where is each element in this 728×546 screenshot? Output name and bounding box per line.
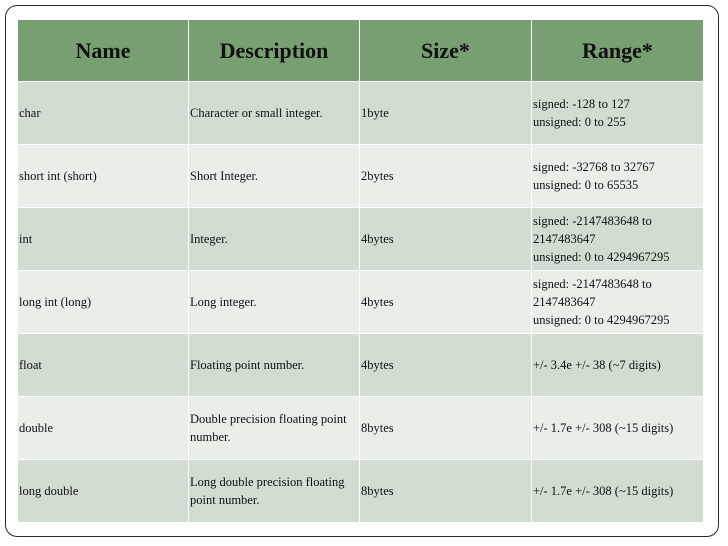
cell-range [532, 334, 704, 397]
cell-range [532, 397, 704, 460]
cell-size: 4bytes [360, 208, 532, 271]
range-line: unsigned: 0 to 4294967295 [533, 250, 670, 264]
cell-description: Long double precision floating point number. [189, 460, 360, 523]
header-name: Name [18, 20, 189, 82]
cell-range [532, 145, 704, 208]
cell-range [532, 208, 704, 271]
cell-size: 8bytes [360, 397, 532, 460]
range-line: signed: -2147483648 to [533, 277, 652, 291]
range-line: unsigned: 0 to 255 [533, 115, 626, 129]
table-row [18, 271, 704, 334]
range-line: signed: -128 to 127 [533, 97, 630, 111]
table-row [18, 334, 704, 397]
cell-description: Floating point number. [189, 334, 360, 397]
range-line: 2147483647 [533, 295, 596, 309]
cell-name: short int (short) [18, 145, 189, 208]
cell-description: Long integer. [189, 271, 360, 334]
cell-description: Short Integer. [189, 145, 360, 208]
cell-size: 2bytes [360, 145, 532, 208]
cell-size: 8bytes [360, 460, 532, 523]
range-line: 2147483647 [533, 232, 596, 246]
cell-size: 1byte [360, 82, 532, 145]
cell-name: long int (long) [18, 271, 189, 334]
cell-name: long double [18, 460, 189, 523]
range-line: +/- 1.7e +/- 308 (~15 digits) [533, 484, 674, 498]
cell-name: float [18, 334, 189, 397]
cell-size: 4bytes [360, 271, 532, 334]
header-range: Range* [532, 20, 704, 82]
cell-name: char [18, 82, 189, 145]
header-description: Description [189, 20, 360, 82]
cell-size: 4bytes [360, 334, 532, 397]
range-line: signed: -32768 to 32767 [533, 160, 655, 174]
cell-range [532, 82, 704, 145]
range-line: +/- 3.4e +/- 38 (~7 digits) [533, 358, 661, 372]
cell-description: Double precision floating point number. [189, 397, 360, 460]
table-row [18, 82, 704, 145]
cell-range [532, 460, 704, 523]
table-row [18, 208, 704, 271]
range-line: unsigned: 0 to 65535 [533, 178, 639, 192]
table-row [18, 145, 704, 208]
range-line: +/- 1.7e +/- 308 (~15 digits) [533, 421, 674, 435]
cell-name: int [18, 208, 189, 271]
header-size: Size* [360, 20, 532, 82]
range-line: unsigned: 0 to 4294967295 [533, 313, 670, 327]
range-line: signed: -2147483648 to [533, 214, 652, 228]
table-header-row [18, 20, 704, 82]
cell-name: double [18, 397, 189, 460]
table-row [18, 397, 704, 460]
cell-description: Integer. [189, 208, 360, 271]
cell-description: Character or small integer. [189, 82, 360, 145]
table-row [18, 460, 704, 523]
cell-range [532, 271, 704, 334]
data-types-table [17, 19, 704, 523]
